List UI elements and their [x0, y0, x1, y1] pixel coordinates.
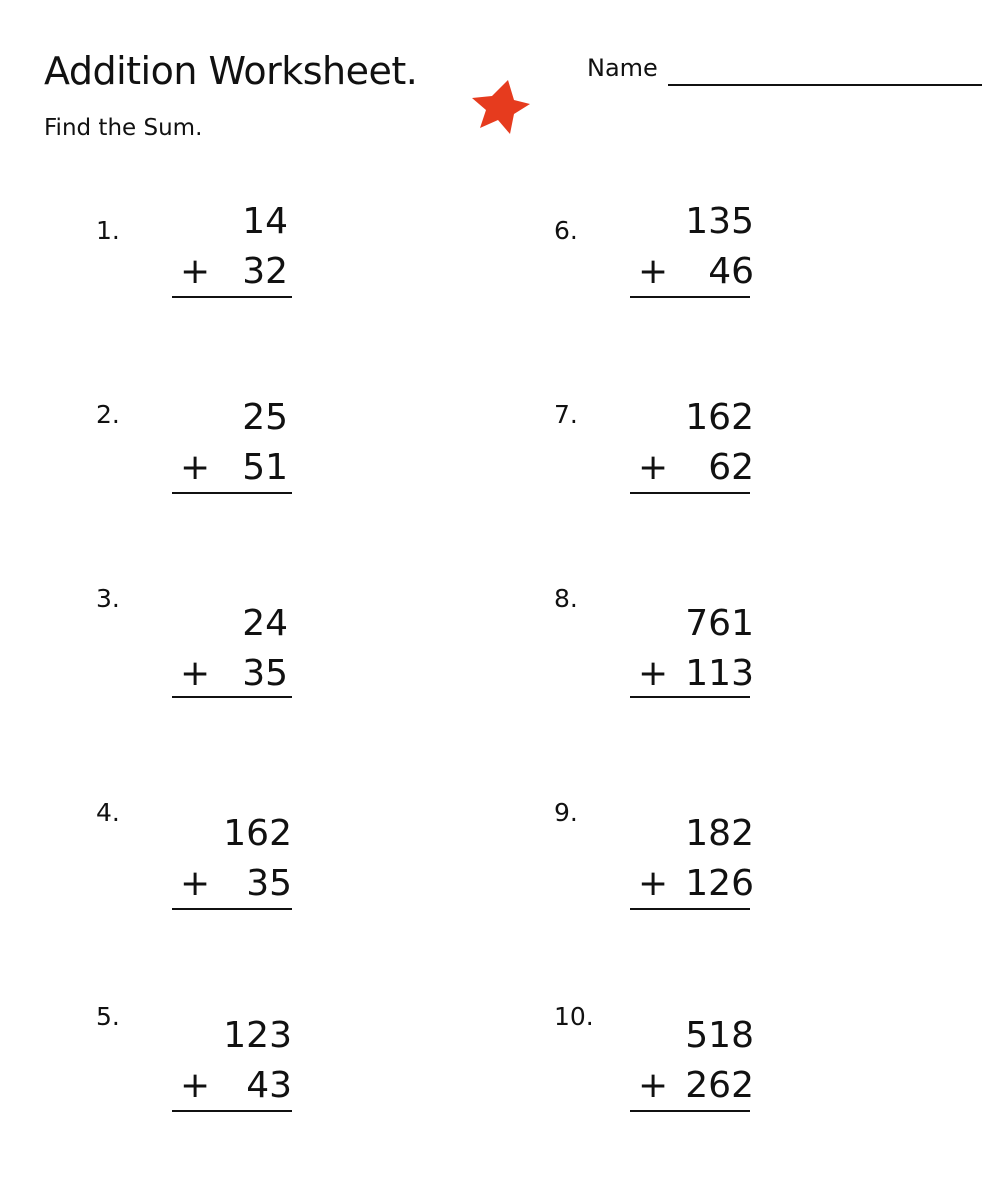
plus-sign: +	[180, 653, 211, 694]
bottom-addend: 35	[246, 863, 292, 904]
bottom-addend: 35	[242, 653, 288, 694]
problem-9	[554, 800, 774, 910]
top-addend: 761	[685, 603, 754, 644]
answer-line[interactable]	[630, 696, 750, 698]
bottom-addend: 46	[708, 251, 754, 292]
plus-sign: +	[180, 863, 211, 904]
problem-number: 8.	[554, 584, 578, 613]
worksheet-title: Addition Worksheet.	[44, 49, 418, 93]
bottom-addend: 113	[685, 653, 754, 694]
bottom-addend: 43	[246, 1065, 292, 1106]
name-label: Name	[587, 54, 658, 82]
top-addend: 25	[242, 397, 288, 438]
problem-number: 9.	[554, 798, 578, 827]
problem-7	[554, 398, 774, 508]
plus-sign: +	[638, 653, 669, 694]
top-addend: 162	[223, 813, 292, 854]
name-field[interactable]	[668, 84, 982, 86]
problem-number: 3.	[96, 584, 120, 613]
plus-sign: +	[180, 251, 211, 292]
answer-line[interactable]	[172, 696, 292, 698]
problem-2	[96, 398, 316, 508]
top-addend: 135	[685, 201, 754, 242]
problem-number: 7.	[554, 400, 578, 429]
plus-sign: +	[638, 863, 669, 904]
plus-sign: +	[180, 447, 211, 488]
answer-line[interactable]	[172, 492, 292, 494]
bottom-addend: 32	[242, 251, 288, 292]
problem-number: 1.	[96, 216, 120, 245]
problem-4	[96, 800, 316, 910]
problem-number: 10.	[554, 1002, 594, 1031]
answer-line[interactable]	[630, 1110, 750, 1112]
problem-8	[554, 586, 774, 696]
problem-number: 2.	[96, 400, 120, 429]
bottom-addend: 51	[242, 447, 288, 488]
plus-sign: +	[638, 251, 669, 292]
top-addend: 518	[685, 1015, 754, 1056]
top-addend: 123	[223, 1015, 292, 1056]
problem-number: 4.	[96, 798, 120, 827]
bottom-addend: 62	[708, 447, 754, 488]
plus-sign: +	[180, 1065, 211, 1106]
problem-3	[96, 586, 316, 696]
answer-line[interactable]	[630, 908, 750, 910]
problem-number: 6.	[554, 216, 578, 245]
problem-1	[96, 202, 316, 312]
top-addend: 24	[242, 603, 288, 644]
answer-line[interactable]	[172, 908, 292, 910]
bottom-addend: 262	[685, 1065, 754, 1106]
problem-6	[554, 202, 774, 312]
top-addend: 162	[685, 397, 754, 438]
answer-line[interactable]	[630, 296, 750, 298]
problem-number: 5.	[96, 1002, 120, 1031]
problem-5	[96, 1004, 316, 1114]
plus-sign: +	[638, 447, 669, 488]
answer-line[interactable]	[172, 1110, 292, 1112]
worksheet-instructions: Find the Sum.	[44, 115, 203, 141]
answer-line[interactable]	[172, 296, 292, 298]
problem-10	[554, 1004, 774, 1114]
star-icon	[470, 78, 532, 136]
answer-line[interactable]	[630, 492, 750, 494]
top-addend: 182	[685, 813, 754, 854]
top-addend: 14	[242, 201, 288, 242]
bottom-addend: 126	[685, 863, 754, 904]
plus-sign: +	[638, 1065, 669, 1106]
